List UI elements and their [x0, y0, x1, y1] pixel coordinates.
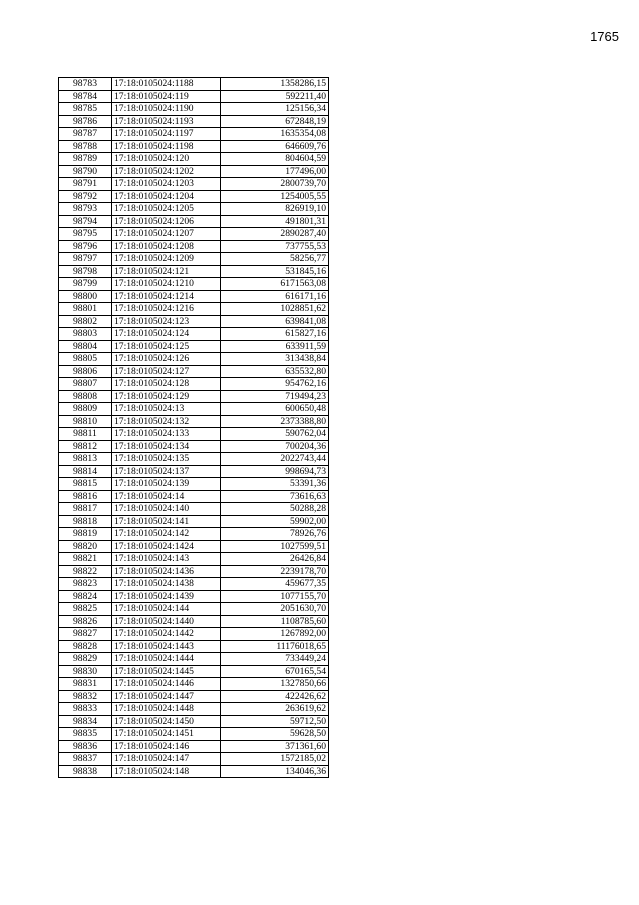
table-row [59, 403, 329, 416]
value-cell: 1635354,08 [221, 128, 329, 141]
cadastral-number-cell: 17:18:0105024:146 [112, 740, 221, 753]
cadastral-number-cell: 17:18:0105024:1208 [112, 240, 221, 253]
table-row [59, 503, 329, 516]
table-row [59, 715, 329, 728]
cadastral-number-cell: 17:18:0105024:143 [112, 553, 221, 566]
cadastral-number-cell: 17:18:0105024:1446 [112, 678, 221, 691]
cadastral-number-cell: 17:18:0105024:1197 [112, 128, 221, 141]
row-number-cell: 98810 [59, 415, 112, 428]
row-number-cell: 98803 [59, 328, 112, 341]
cadastral-number-cell: 17:18:0105024:1440 [112, 615, 221, 628]
row-number-cell: 98783 [59, 78, 112, 91]
value-cell: 2022743,44 [221, 453, 329, 466]
table-row [59, 265, 329, 278]
table-row [59, 690, 329, 703]
row-number-cell: 98833 [59, 703, 112, 716]
value-cell: 1027599,51 [221, 540, 329, 553]
value-cell: 371361,60 [221, 740, 329, 753]
cadastral-number-cell: 17:18:0105024:1439 [112, 590, 221, 603]
row-number-cell: 98821 [59, 553, 112, 566]
row-number-cell: 98815 [59, 478, 112, 491]
value-cell: 263619,62 [221, 703, 329, 716]
cadastral-number-cell: 17:18:0105024:129 [112, 390, 221, 403]
cadastral-number-cell: 17:18:0105024:14 [112, 490, 221, 503]
row-number-cell: 98831 [59, 678, 112, 691]
table-row [59, 490, 329, 503]
row-number-cell: 98798 [59, 265, 112, 278]
table-row [59, 665, 329, 678]
table-row [59, 465, 329, 478]
cadastral-number-cell: 17:18:0105024:13 [112, 403, 221, 416]
row-number-cell: 98820 [59, 540, 112, 553]
value-cell: 125156,34 [221, 103, 329, 116]
cadastral-number-cell: 17:18:0105024:1445 [112, 665, 221, 678]
table-row [59, 128, 329, 141]
table-row [59, 453, 329, 466]
table-row [59, 540, 329, 553]
table-row [59, 303, 329, 316]
table-row [59, 640, 329, 653]
cadastral-number-cell: 17:18:0105024:1204 [112, 190, 221, 203]
table-row [59, 353, 329, 366]
table-row [59, 115, 329, 128]
value-cell: 6171563,08 [221, 278, 329, 291]
row-number-cell: 98796 [59, 240, 112, 253]
value-cell: 615827,16 [221, 328, 329, 341]
table-row [59, 603, 329, 616]
cadastral-number-cell: 17:18:0105024:135 [112, 453, 221, 466]
row-number-cell: 98791 [59, 178, 112, 191]
value-cell: 1267892,00 [221, 628, 329, 641]
cadastral-number-cell: 17:18:0105024:1424 [112, 540, 221, 553]
table-row [59, 365, 329, 378]
table-row [59, 165, 329, 178]
table-row [59, 678, 329, 691]
row-number-cell: 98784 [59, 90, 112, 103]
table-row [59, 103, 329, 116]
cadastral-number-cell: 17:18:0105024:1447 [112, 690, 221, 703]
cadastral-number-cell: 17:18:0105024:1203 [112, 178, 221, 191]
table-row [59, 415, 329, 428]
cadastral-number-cell: 17:18:0105024:1442 [112, 628, 221, 641]
cadastral-number-cell: 17:18:0105024:1443 [112, 640, 221, 653]
value-cell: 1108785,60 [221, 615, 329, 628]
value-cell: 531845,16 [221, 265, 329, 278]
table-row [59, 153, 329, 166]
row-number-cell: 98802 [59, 315, 112, 328]
table-row [59, 390, 329, 403]
value-cell: 600650,48 [221, 403, 329, 416]
cadastral-number-cell: 17:18:0105024:139 [112, 478, 221, 491]
table-row [59, 240, 329, 253]
row-number-cell: 98789 [59, 153, 112, 166]
row-number-cell: 98835 [59, 728, 112, 741]
value-cell: 954762,16 [221, 378, 329, 391]
value-cell: 592211,40 [221, 90, 329, 103]
value-cell: 313438,84 [221, 353, 329, 366]
row-number-cell: 98787 [59, 128, 112, 141]
value-cell: 719494,23 [221, 390, 329, 403]
cadastral-number-cell: 17:18:0105024:1193 [112, 115, 221, 128]
value-cell: 639841,08 [221, 315, 329, 328]
row-number-cell: 98832 [59, 690, 112, 703]
cadastral-number-cell: 17:18:0105024:1451 [112, 728, 221, 741]
table-row [59, 340, 329, 353]
cadastral-number-cell: 17:18:0105024:1209 [112, 253, 221, 266]
row-number-cell: 98813 [59, 453, 112, 466]
cadastral-number-cell: 17:18:0105024:142 [112, 528, 221, 541]
value-cell: 804604,59 [221, 153, 329, 166]
table-row [59, 315, 329, 328]
value-cell: 58256,77 [221, 253, 329, 266]
row-number-cell: 98793 [59, 203, 112, 216]
row-number-cell: 98807 [59, 378, 112, 391]
cadastral-number-cell: 17:18:0105024:1210 [112, 278, 221, 291]
table-row [59, 653, 329, 666]
table-row [59, 478, 329, 491]
cadastral-number-cell: 17:18:0105024:1205 [112, 203, 221, 216]
page-number: 1765 [590, 29, 619, 44]
table-row [59, 90, 329, 103]
cadastral-number-cell: 17:18:0105024:1216 [112, 303, 221, 316]
cadastral-number-cell: 17:18:0105024:1206 [112, 215, 221, 228]
table-row [59, 290, 329, 303]
table-row [59, 578, 329, 591]
value-cell: 670165,54 [221, 665, 329, 678]
cadastral-number-cell: 17:18:0105024:144 [112, 603, 221, 616]
row-number-cell: 98790 [59, 165, 112, 178]
row-number-cell: 98836 [59, 740, 112, 753]
cadastral-number-cell: 17:18:0105024:1190 [112, 103, 221, 116]
cadastral-number-cell: 17:18:0105024:128 [112, 378, 221, 391]
value-cell: 53391,36 [221, 478, 329, 491]
cadastral-number-cell: 17:18:0105024:1448 [112, 703, 221, 716]
row-number-cell: 98823 [59, 578, 112, 591]
table-row [59, 765, 329, 778]
row-number-cell: 98829 [59, 653, 112, 666]
value-cell: 616171,16 [221, 290, 329, 303]
row-number-cell: 98826 [59, 615, 112, 628]
cadastral-number-cell: 17:18:0105024:124 [112, 328, 221, 341]
row-number-cell: 98808 [59, 390, 112, 403]
row-number-cell: 98834 [59, 715, 112, 728]
cadastral-number-cell: 17:18:0105024:1188 [112, 78, 221, 91]
cadastral-number-cell: 17:18:0105024:1444 [112, 653, 221, 666]
table-row [59, 178, 329, 191]
row-number-cell: 98824 [59, 590, 112, 603]
table-row [59, 203, 329, 216]
value-cell: 1028851,62 [221, 303, 329, 316]
cadastral-number-cell: 17:18:0105024:148 [112, 765, 221, 778]
row-number-cell: 98799 [59, 278, 112, 291]
row-number-cell: 98805 [59, 353, 112, 366]
row-number-cell: 98817 [59, 503, 112, 516]
cadastral-number-cell: 17:18:0105024:1438 [112, 578, 221, 591]
cadastral-number-cell: 17:18:0105024:1214 [112, 290, 221, 303]
table-row [59, 190, 329, 203]
table-row [59, 278, 329, 291]
table-row [59, 703, 329, 716]
value-cell: 1077155,70 [221, 590, 329, 603]
cadastral-number-cell: 17:18:0105024:137 [112, 465, 221, 478]
table-row [59, 215, 329, 228]
value-cell: 2239178,70 [221, 565, 329, 578]
row-number-cell: 98797 [59, 253, 112, 266]
row-number-cell: 98786 [59, 115, 112, 128]
value-cell: 73616,63 [221, 490, 329, 503]
value-cell: 59628,50 [221, 728, 329, 741]
cadastral-number-cell: 17:18:0105024:127 [112, 365, 221, 378]
cadastral-number-cell: 17:18:0105024:1202 [112, 165, 221, 178]
value-cell: 134046,36 [221, 765, 329, 778]
row-number-cell: 98792 [59, 190, 112, 203]
value-cell: 737755,53 [221, 240, 329, 253]
row-number-cell: 98812 [59, 440, 112, 453]
row-number-cell: 98804 [59, 340, 112, 353]
value-cell: 672848,19 [221, 115, 329, 128]
cadastral-number-cell: 17:18:0105024:1450 [112, 715, 221, 728]
cadastral-number-cell: 17:18:0105024:119 [112, 90, 221, 103]
value-cell: 1572185,02 [221, 753, 329, 766]
row-number-cell: 98800 [59, 290, 112, 303]
value-cell: 646609,76 [221, 140, 329, 153]
cadastral-number-cell: 17:18:0105024:132 [112, 415, 221, 428]
value-cell: 590762,04 [221, 428, 329, 441]
row-number-cell: 98828 [59, 640, 112, 653]
table-row [59, 328, 329, 341]
table-row [59, 565, 329, 578]
value-cell: 2800739,70 [221, 178, 329, 191]
table-row [59, 228, 329, 241]
cadastral-number-cell: 17:18:0105024:121 [112, 265, 221, 278]
value-cell: 78926,76 [221, 528, 329, 541]
cadastral-number-cell: 17:18:0105024:125 [112, 340, 221, 353]
value-cell: 635532,80 [221, 365, 329, 378]
cadastral-number-cell: 17:18:0105024:1436 [112, 565, 221, 578]
row-number-cell: 98819 [59, 528, 112, 541]
cadastral-number-cell: 17:18:0105024:123 [112, 315, 221, 328]
table-row [59, 253, 329, 266]
table-row [59, 553, 329, 566]
table-row [59, 728, 329, 741]
value-cell: 177496,00 [221, 165, 329, 178]
row-number-cell: 98785 [59, 103, 112, 116]
cadastral-number-cell: 17:18:0105024:133 [112, 428, 221, 441]
table-row [59, 440, 329, 453]
cadastral-number-cell: 17:18:0105024:147 [112, 753, 221, 766]
table-row [59, 140, 329, 153]
value-cell: 1327850,66 [221, 678, 329, 691]
value-cell: 998694,73 [221, 465, 329, 478]
row-number-cell: 98830 [59, 665, 112, 678]
row-number-cell: 98814 [59, 465, 112, 478]
value-cell: 26426,84 [221, 553, 329, 566]
value-cell: 1358286,15 [221, 78, 329, 91]
table-row [59, 78, 329, 91]
value-cell: 59902,00 [221, 515, 329, 528]
table-row [59, 590, 329, 603]
table-row [59, 628, 329, 641]
value-cell: 2051630,70 [221, 603, 329, 616]
cadastral-number-cell: 17:18:0105024:1207 [112, 228, 221, 241]
row-number-cell: 98827 [59, 628, 112, 641]
table-row [59, 528, 329, 541]
table-row [59, 428, 329, 441]
row-number-cell: 98822 [59, 565, 112, 578]
value-cell: 2373388,80 [221, 415, 329, 428]
value-cell: 50288,28 [221, 503, 329, 516]
value-cell: 633911,59 [221, 340, 329, 353]
cadastral-number-cell: 17:18:0105024:120 [112, 153, 221, 166]
row-number-cell: 98825 [59, 603, 112, 616]
row-number-cell: 98838 [59, 765, 112, 778]
table-row [59, 378, 329, 391]
value-cell: 733449,24 [221, 653, 329, 666]
cadastral-number-cell: 17:18:0105024:140 [112, 503, 221, 516]
row-number-cell: 98795 [59, 228, 112, 241]
value-cell: 2890287,40 [221, 228, 329, 241]
row-number-cell: 98816 [59, 490, 112, 503]
row-number-cell: 98818 [59, 515, 112, 528]
value-cell: 700204,36 [221, 440, 329, 453]
row-number-cell: 98811 [59, 428, 112, 441]
value-cell: 422426,62 [221, 690, 329, 703]
cadastral-number-cell: 17:18:0105024:126 [112, 353, 221, 366]
value-cell: 11176018,65 [221, 640, 329, 653]
row-number-cell: 98801 [59, 303, 112, 316]
table-body [59, 78, 329, 778]
cadastral-number-cell: 17:18:0105024:141 [112, 515, 221, 528]
value-cell: 826919,10 [221, 203, 329, 216]
cadastral-number-cell: 17:18:0105024:134 [112, 440, 221, 453]
cadastral-value-table [58, 77, 329, 778]
table-row [59, 740, 329, 753]
row-number-cell: 98788 [59, 140, 112, 153]
value-cell: 1254005,55 [221, 190, 329, 203]
table-row [59, 515, 329, 528]
value-cell: 59712,50 [221, 715, 329, 728]
value-cell: 459677,35 [221, 578, 329, 591]
row-number-cell: 98806 [59, 365, 112, 378]
row-number-cell: 98794 [59, 215, 112, 228]
cadastral-number-cell: 17:18:0105024:1198 [112, 140, 221, 153]
table-row [59, 753, 329, 766]
row-number-cell: 98837 [59, 753, 112, 766]
table-row [59, 615, 329, 628]
value-cell: 491801,31 [221, 215, 329, 228]
row-number-cell: 98809 [59, 403, 112, 416]
